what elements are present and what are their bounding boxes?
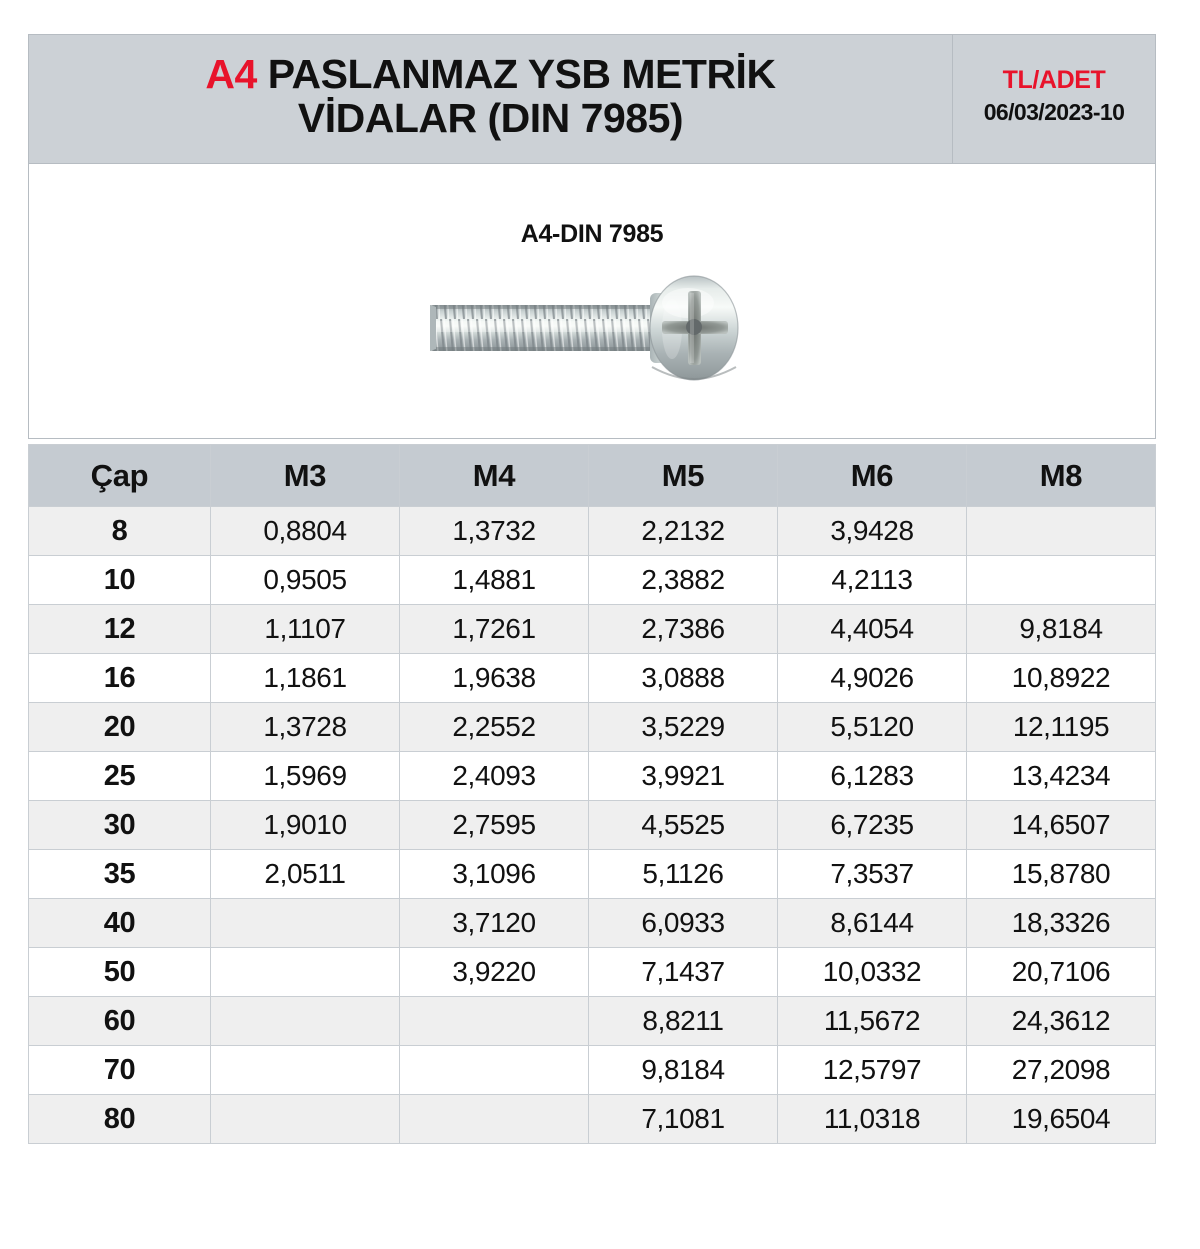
cell-price: 3,9428 [778,507,967,556]
column-header-m3: M3 [211,445,400,507]
table-row [29,899,1156,948]
cell-price: 1,1107 [211,605,400,654]
table-row [29,850,1156,899]
cell-price: 5,1126 [589,850,778,899]
table-row [29,605,1156,654]
cell-price: 10,0332 [778,948,967,997]
header-meta-cell [953,35,1155,163]
cell-price: 1,1861 [211,654,400,703]
cell-price [400,997,589,1046]
table-row [29,801,1156,850]
cell-diameter: 40 [29,899,211,948]
column-header-m6: M6 [778,445,967,507]
cell-price: 8,6144 [778,899,967,948]
price-table-header [29,445,1156,507]
cell-price: 7,1081 [589,1095,778,1144]
cell-price: 1,3732 [400,507,589,556]
cell-diameter: 10 [29,556,211,605]
screw-image [422,263,762,393]
cell-price: 2,3882 [589,556,778,605]
cell-price: 20,7106 [967,948,1156,997]
cell-diameter: 60 [29,997,211,1046]
cell-price: 1,7261 [400,605,589,654]
cell-price: 4,4054 [778,605,967,654]
cell-price: 4,5525 [589,801,778,850]
table-row [29,654,1156,703]
cell-diameter: 70 [29,1046,211,1095]
cell-price [400,1095,589,1144]
cell-price: 3,5229 [589,703,778,752]
currency-unit-label: TL/ADET [1002,66,1106,94]
cell-price: 12,1195 [967,703,1156,752]
product-standard-label: A4-DIN 7985 [520,220,664,248]
cell-price: 7,1437 [589,948,778,997]
cell-price: 7,3537 [778,850,967,899]
cell-price: 3,1096 [400,850,589,899]
price-table-body [29,507,1156,1144]
table-row [29,1095,1156,1144]
cell-price: 2,7386 [589,605,778,654]
cell-price [400,1046,589,1095]
table-row [29,997,1156,1046]
cell-price: 12,5797 [778,1046,967,1095]
cell-price: 9,8184 [589,1046,778,1095]
cell-price: 0,8804 [211,507,400,556]
pan-head-phillips-screw-icon [422,263,762,393]
column-header-diameter: Çap [29,445,211,507]
cell-price [211,997,400,1046]
cell-price: 2,4093 [400,752,589,801]
column-header-m4: M4 [400,445,589,507]
cell-diameter: 20 [29,703,211,752]
cell-price: 1,9010 [211,801,400,850]
cell-price: 14,6507 [967,801,1156,850]
cell-price [967,507,1156,556]
cell-price: 18,3326 [967,899,1156,948]
cell-price: 1,5969 [211,752,400,801]
cell-price: 4,2113 [778,556,967,605]
cell-price: 0,9505 [211,556,400,605]
page-title-line1: PASLANMAZ YSB METRİK [256,50,776,97]
cell-price [211,899,400,948]
cell-diameter: 8 [29,507,211,556]
cell-price: 10,8922 [967,654,1156,703]
cell-price: 2,2552 [400,703,589,752]
cell-price: 24,3612 [967,997,1156,1046]
cell-price: 13,4234 [967,752,1156,801]
cell-price: 3,9921 [589,752,778,801]
cell-price: 3,7120 [400,899,589,948]
table-row [29,556,1156,605]
cell-price: 3,9220 [400,948,589,997]
page-title [205,52,775,141]
cell-diameter: 80 [29,1095,211,1144]
cell-price: 11,5672 [778,997,967,1046]
cell-price: 15,8780 [967,850,1156,899]
cell-price: 6,0933 [589,899,778,948]
cell-price: 6,7235 [778,801,967,850]
cell-diameter: 25 [29,752,211,801]
cell-diameter: 16 [29,654,211,703]
cell-price: 19,6504 [967,1095,1156,1144]
table-row [29,703,1156,752]
cell-price: 2,0511 [211,850,400,899]
cell-diameter: 35 [29,850,211,899]
cell-price: 5,5120 [778,703,967,752]
column-header-m8: M8 [967,445,1156,507]
price-table [28,444,1156,1144]
cell-price: 2,2132 [589,507,778,556]
table-row [29,752,1156,801]
cell-price: 1,4881 [400,556,589,605]
document-header [28,34,1156,164]
product-panel [28,164,1156,439]
cell-diameter: 30 [29,801,211,850]
table-row [29,507,1156,556]
cell-price: 9,8184 [967,605,1156,654]
cell-price [211,1046,400,1095]
pricelist-date-label: 06/03/2023-10 [983,99,1125,125]
cell-price: 1,9638 [400,654,589,703]
cell-price: 8,8211 [589,997,778,1046]
cell-price [211,1095,400,1144]
cell-price: 1,3728 [211,703,400,752]
cell-price: 4,9026 [778,654,967,703]
cell-diameter: 12 [29,605,211,654]
cell-price [211,948,400,997]
page-title-accent: A4 [205,50,257,97]
column-header-m5: M5 [589,445,778,507]
cell-diameter: 50 [29,948,211,997]
table-row [29,948,1156,997]
table-row [29,1046,1156,1095]
page-title-line2: VİDALAR (DIN 7985) [297,95,684,141]
cell-price: 27,2098 [967,1046,1156,1095]
cell-price: 3,0888 [589,654,778,703]
cell-price: 2,7595 [400,801,589,850]
cell-price [967,556,1156,605]
table-header-row [29,445,1156,507]
cell-price: 6,1283 [778,752,967,801]
cell-price: 11,0318 [778,1095,967,1144]
header-title-cell [29,35,952,163]
